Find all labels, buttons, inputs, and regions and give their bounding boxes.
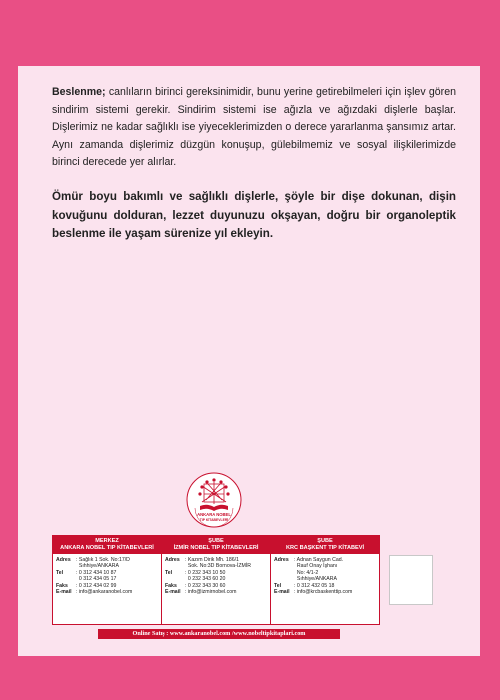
office-row: Tel : 0 312 432 05 18 — [274, 583, 376, 589]
office-header — [162, 536, 270, 554]
office-row: Sıhhiye/ANKARA — [296, 576, 337, 583]
book-tree-logo — [186, 472, 242, 528]
barcode-placeholder — [389, 555, 433, 605]
office-type: MERKEZ — [95, 537, 119, 544]
office-name: ANKARA NOBEL TIP KİTABEVLERİ — [60, 545, 154, 551]
closing-paragraph: Ömür boyu bakımlı ve sağlıklı dişlerle, şöyle bir dişe dokunan, dişin kovuğunu dolduran, lezzet duyunuzu okşayan, doğru bir organoleptik beslenme ile yaşam sürenize yıl ekleyin. — [52, 190, 456, 241]
office-row: No: 4/1-2 — [296, 569, 319, 576]
office-row: E-mail : info@izmirnobel.com — [165, 589, 267, 595]
office-row: Tel : 0 232 343 10 50 — [165, 570, 267, 576]
office-header — [271, 536, 379, 554]
office-row: Faks : 0 312 434 02 99 — [56, 583, 158, 589]
office-row: 0 232 343 60 20 — [187, 576, 226, 583]
office-name: İZMİR NOBEL TIP KİTABEVLERİ — [173, 545, 259, 551]
office-column — [271, 536, 379, 624]
office-row: 0 312 434 05 17 — [78, 576, 117, 583]
office-row: E-mail : info@ankaranobel.com — [56, 589, 158, 595]
office-header — [53, 536, 161, 554]
office-row: Sıhhiye/ANKARA — [78, 563, 119, 570]
office-row: Adres : Adnan Saygun Cad. — [274, 557, 376, 563]
office-row: Sok. No:3D Bornova-İZMİR — [187, 563, 252, 570]
office-name: KRC BAŞKENT TIP KİTABEVİ — [285, 545, 365, 551]
office-column — [162, 536, 271, 624]
office-row: Faks : 0 232 343 30 60 — [165, 583, 267, 589]
intro-paragraph — [52, 84, 456, 172]
office-row: Adres : Kazım Dirik Mh. 186/1 — [165, 557, 267, 563]
office-column — [53, 536, 162, 624]
office-row: Adres : Sağlık 1 Sok. No:17/D — [56, 557, 158, 563]
office-type: ŞUBE — [317, 537, 333, 544]
office-type: ŞUBE — [208, 537, 224, 544]
intro-text: canlıların birinci gereksinimidir, bunu yerine getirebilmeleri için işlev gören sindirim sistemi gerekir. Sindirim sistemi ise ağızla ve ağızdaki dişlerle başlar. Dişlerimiz ne kadar sağlıklı ise yiyeceklerimizden o derece yararlanma şansımız artar. Aynı zamanda dişlerimiz düzgün konuşup, gülebilmemiz ve sosyal ilişkilerimizde birinci derecede yer alırlar. — [52, 86, 456, 169]
online-sales-banner[interactable]: Online Satış : www.ankaranobel.com /www.nobeltipkitaplari.com — [98, 629, 340, 639]
offices-table — [52, 535, 380, 625]
intro-lead: Beslenme; — [52, 86, 106, 98]
office-row: E-mail : info@krcbaskenttip.com — [274, 589, 376, 595]
office-row: Rauf Onay İşhanı — [296, 563, 338, 570]
svg-text:ANKARA NOBEL: ANKARA NOBEL — [197, 512, 231, 517]
svg-text:TIP KİTABEVLERİ: TIP KİTABEVLERİ — [199, 518, 229, 522]
office-row: Tel : 0 312 434 10 87 — [56, 570, 158, 576]
